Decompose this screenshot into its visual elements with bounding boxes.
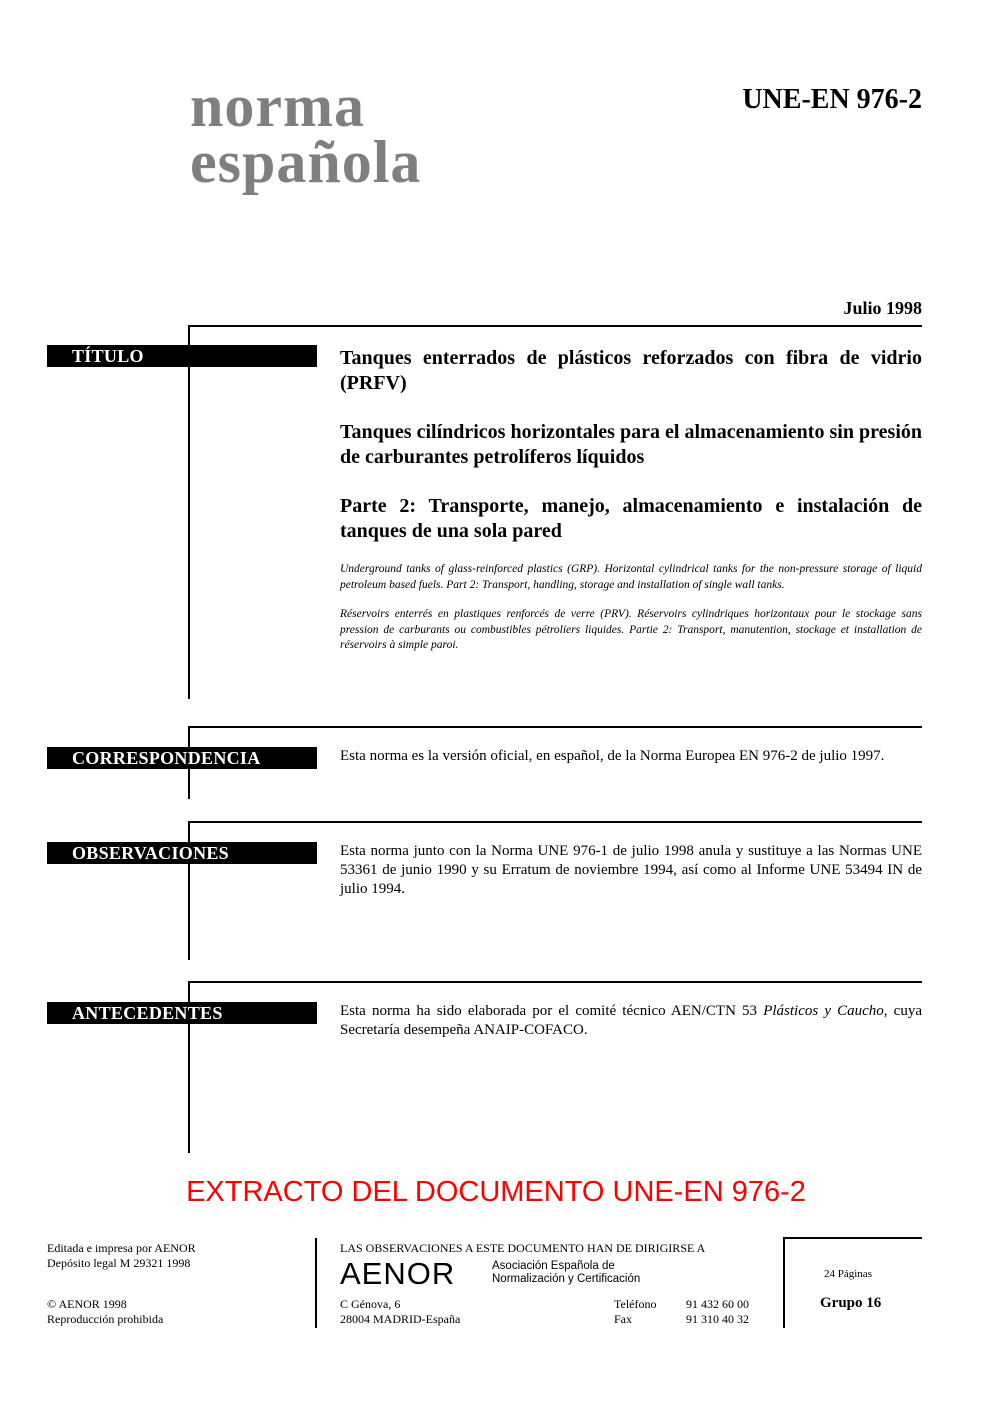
address-city: 28004 MADRID-España	[340, 1312, 461, 1326]
association-line-1: Asociación Española de	[492, 1260, 615, 1272]
reproduction-notice: Reproducción prohibida	[47, 1312, 164, 1326]
price-group: Grupo 16	[820, 1295, 882, 1311]
publication-date: Julio 1998	[843, 298, 922, 318]
fax-label: Fax	[614, 1312, 632, 1326]
address-street: C Génova, 6	[340, 1297, 401, 1311]
contact-numbers	[686, 1297, 749, 1327]
brand-line-2: española	[190, 129, 422, 195]
committee-name: Plásticos y Caucho	[763, 1003, 884, 1019]
label-observaciones: OBSERVACIONES	[47, 842, 317, 864]
page-count: 24 Páginas	[824, 1268, 872, 1280]
footer-copyright	[47, 1297, 163, 1327]
observaciones-text: Esta norma junto con la Norma UNE 976-1 de julio 1998 anula y sustituye a las Normas UNE 53361 de junio 1990 y su Erratum de noviembre 1994, así como al Informe UNE 53494 IN de julio 1994.	[340, 843, 922, 897]
antecedentes-text	[340, 1002, 922, 1040]
title-french: Réservoirs enterrés en plastiques renforcés de verre (PRV). Réservoirs cylindriques horizontaux pour le stockage sans pression de carburants ou combustibles pétroliers liquides. Partie 2: Transport, manutention, stockage et installation de réservoirs à simple paroi.	[340, 608, 922, 651]
aenor-association	[492, 1260, 640, 1286]
document-code: UNE-EN 976-2	[742, 84, 922, 115]
observations-notice: LAS OBSERVACIONES A ESTE DOCUMENTO HAN DE DIRIGIRSE A	[340, 1241, 706, 1255]
association-line-2: Normalización y Certificación	[492, 1273, 641, 1285]
correspondencia-text: Esta norma es la versión oficial, en español, de la Norma Europea EN 976-2 de julio 1997.	[340, 748, 885, 764]
title-english: Underground tanks of glass-reinforced plastics (GRP). Horizontal cylindrical tanks for the non-pressure storage of liquid petroleum based fuels. Part 2: Transport, handling, storage and installation of single wall tanks.	[340, 563, 922, 591]
label-antecedentes: ANTECEDENTES	[47, 1002, 317, 1024]
antecedentes-text-end: , cuya Secretaría desempeña ANAIP-COFACO.	[340, 1003, 922, 1038]
divider-titulo	[188, 325, 922, 327]
title-spanish-3: Parte 2: Transporte, manejo, almacenamiento e instalación de tanques de una sola pared	[340, 495, 922, 542]
footer-divider-left	[315, 1238, 317, 1328]
fax-number: 91 310 40 32	[686, 1312, 749, 1326]
brand-line-1: norma	[190, 73, 365, 139]
title-spanish-2: Tanques cilíndricos horizontales para el almacenamiento sin presión de carburantes petrolíferos líquidos	[340, 421, 922, 468]
brand-title	[190, 73, 422, 195]
phone-number: 91 432 60 00	[686, 1297, 749, 1311]
footer-box-top	[783, 1237, 922, 1239]
divider-antecedentes	[188, 981, 922, 983]
copyright: © AENOR 1998	[47, 1297, 127, 1311]
footer-publisher	[47, 1241, 196, 1271]
divider-observaciones	[188, 821, 922, 823]
divider-correspondencia	[188, 726, 922, 728]
label-titulo: TÍTULO	[47, 345, 317, 367]
phone-label: Teléfono	[614, 1297, 657, 1311]
title-spanish-1: Tanques enterrados de plásticos reforzados con fibra de vidrio (PRFV)	[340, 347, 922, 394]
footer-divider-right	[783, 1237, 785, 1328]
aenor-logo: AENOR	[340, 1256, 456, 1291]
edited-by: Editada e impresa por AENOR	[47, 1241, 196, 1255]
vertical-rule-titulo	[188, 325, 190, 699]
contact-labels	[614, 1297, 656, 1327]
antecedentes-text-start: Esta norma ha sido elaborada por el comité técnico AEN/CTN 53	[340, 1003, 764, 1019]
label-correspondencia: CORRESPONDENCIA	[47, 747, 317, 769]
aenor-address	[340, 1297, 460, 1327]
extract-notice: EXTRACTO DEL DOCUMENTO UNE-EN 976-2	[186, 1176, 806, 1208]
section-titulo-content	[340, 346, 922, 668]
legal-deposit: Depósito legal M 29321 1998	[47, 1256, 191, 1270]
